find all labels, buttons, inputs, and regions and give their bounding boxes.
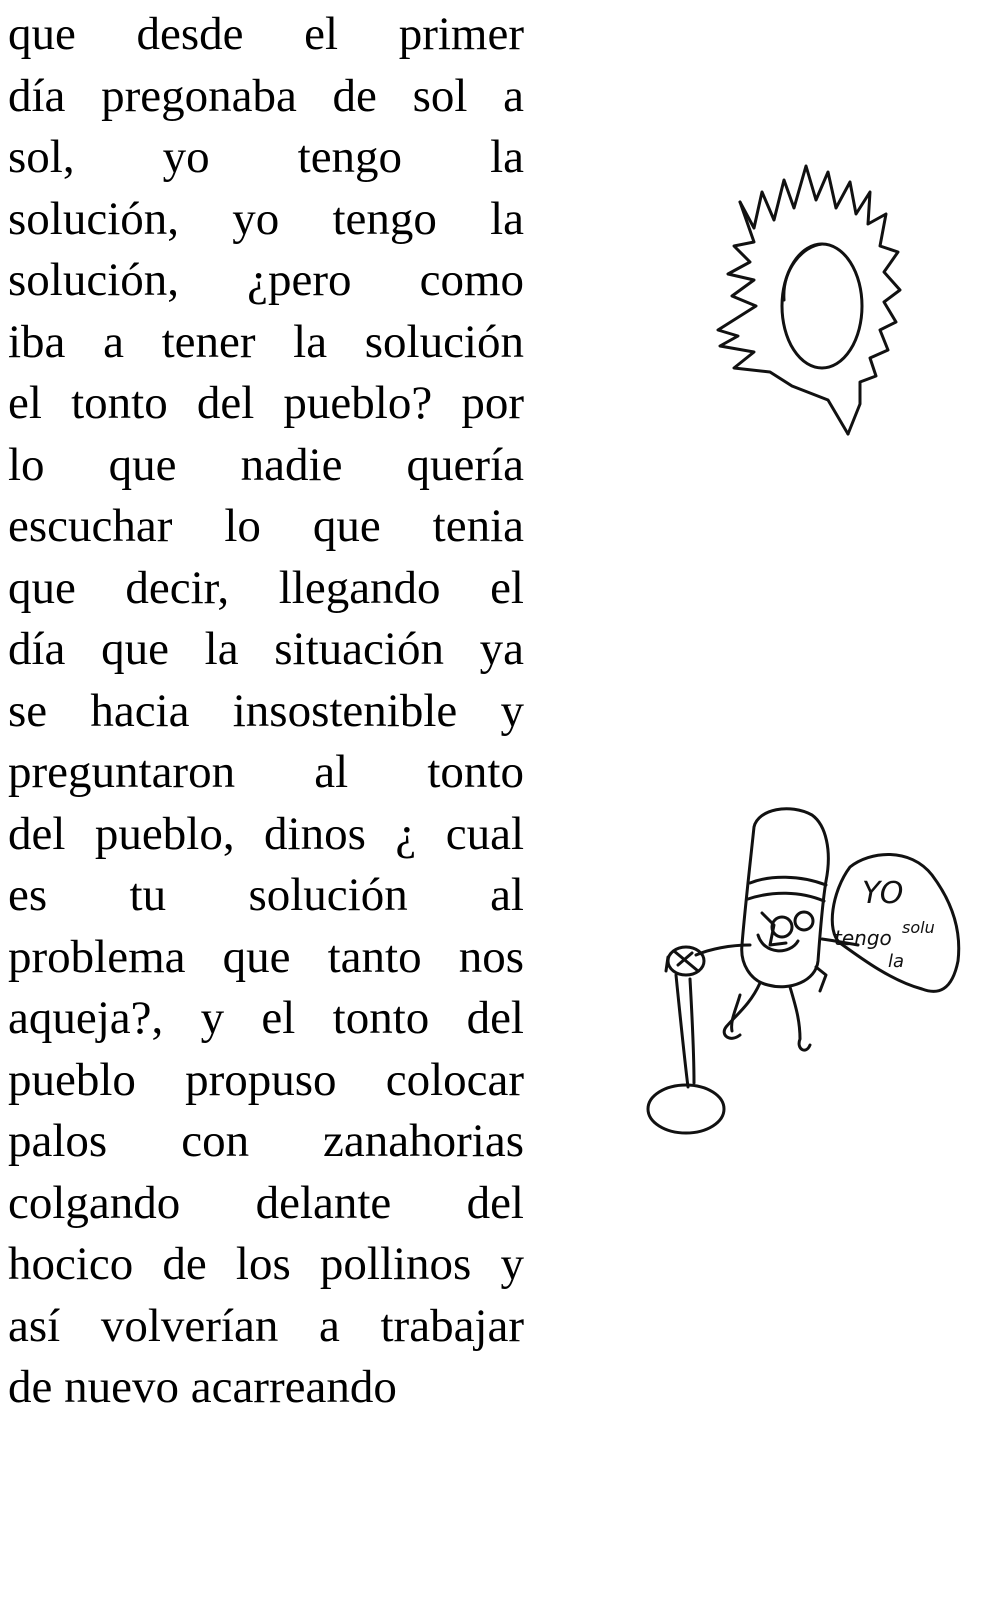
story-line: hocico de los pollinos y <box>8 1238 524 1290</box>
story-line: del pueblo, dinos ¿ cual <box>8 807 524 860</box>
story-line: sol, yo tengo la <box>8 131 524 183</box>
story-line: de nuevo acarreando <box>8 1361 397 1413</box>
story-line: preguntaron al tonto <box>8 746 524 798</box>
speech-bubble-word-tengo: tengo <box>834 926 892 950</box>
story-line: colgando delante del <box>8 1176 524 1229</box>
story-line: pueblo propuso colocar <box>8 1053 524 1106</box>
speech-bubble-word-yo: YO <box>862 876 904 911</box>
story-line: iba a tener la solución <box>8 315 524 368</box>
story-line: el tonto del pueblo? por <box>8 377 524 429</box>
story-line: solución, ¿pero como <box>8 254 524 306</box>
story-line: solución, yo tengo la <box>8 192 524 245</box>
sun-drawing-icon <box>710 150 920 450</box>
story-line: palos con zanahorias <box>8 1115 524 1167</box>
speech-bubble-word-solu: solu <box>902 918 935 937</box>
story-line: que desde el primer <box>8 8 524 60</box>
story-line: que decir, llegando el <box>8 561 524 614</box>
speech-bubble-word-la: la <box>888 951 905 972</box>
story-line: día pregonaba de sol a <box>8 69 524 122</box>
singer-with-microphone-icon <box>640 795 985 1170</box>
story-line: día que la situación ya <box>8 623 524 675</box>
story-line: así volverían a trabajar <box>8 1299 524 1352</box>
story-line: problema que tanto nos <box>8 930 524 983</box>
story-line: aqueja?, y el tonto del <box>8 992 524 1044</box>
story-line: es tu solución al <box>8 869 524 921</box>
story-text <box>8 4 524 1419</box>
story-line: se hacia insostenible y <box>8 684 524 737</box>
story-line: escuchar lo que tenia <box>8 500 524 552</box>
story-line: lo que nadie quería <box>8 438 524 491</box>
